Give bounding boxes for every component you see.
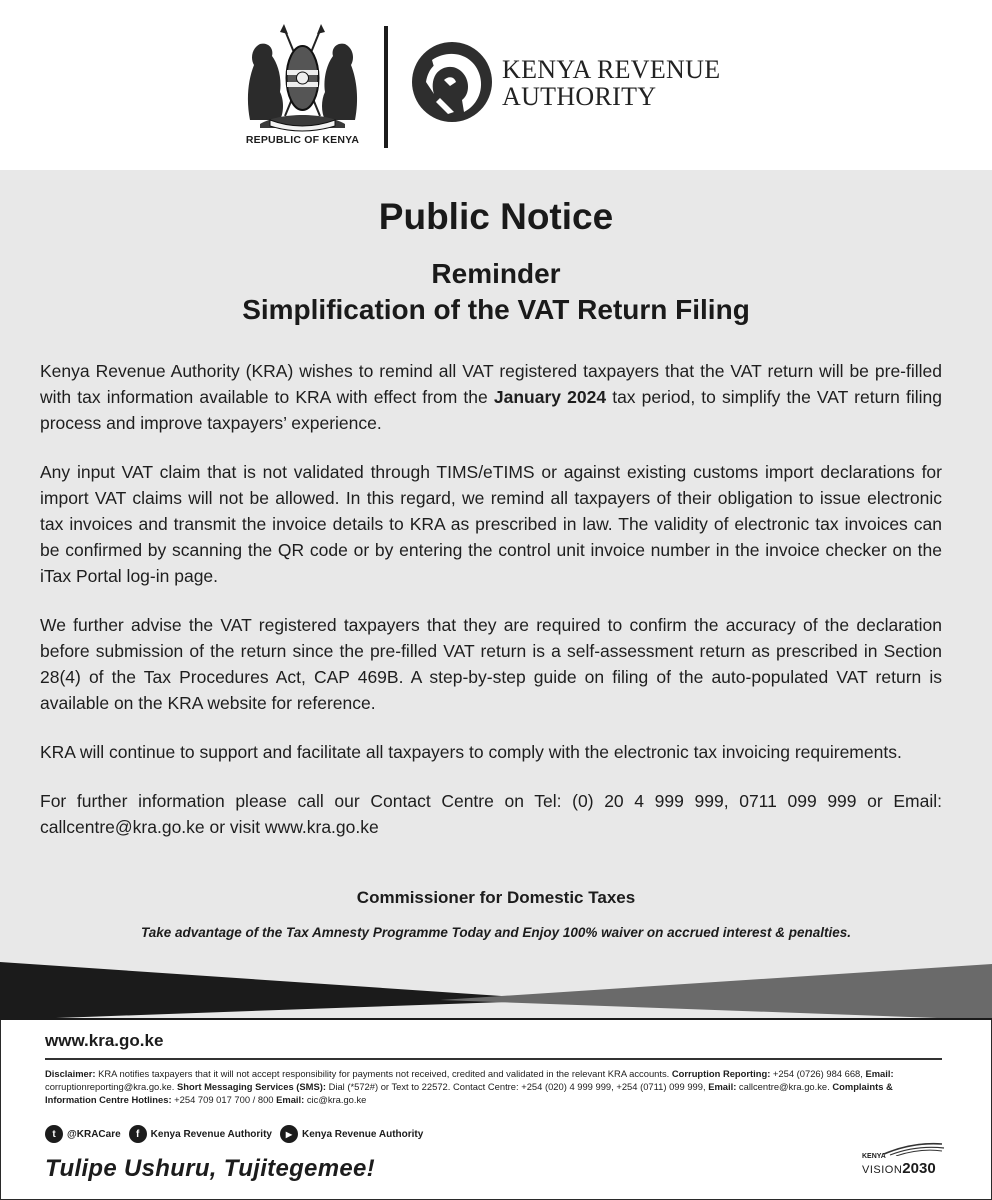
subtitle-line-topic: Simplification of the VAT Return Filing bbox=[242, 294, 750, 325]
slogan: Tulipe Ushuru, Tujitegemee! bbox=[45, 1155, 375, 1182]
complaints-label: Complaints & Information Centre Hotlines: bbox=[45, 1081, 893, 1106]
social-youtube-label: Kenya Revenue Authority bbox=[301, 1128, 424, 1140]
social-twitter[interactable] bbox=[45, 1125, 121, 1143]
coat-of-arms bbox=[240, 20, 365, 148]
coat-of-arms-icon bbox=[240, 20, 365, 132]
social-facebook-label: Kenya Revenue Authority bbox=[150, 1128, 272, 1140]
signoff: Commissioner for Domestic Taxes bbox=[356, 888, 636, 907]
notice-header bbox=[0, 0, 992, 170]
sms-label: Short Messaging Services (SMS): bbox=[176, 1081, 326, 1093]
corruption-phone: +254 (0726) 984 668, bbox=[770, 1068, 866, 1079]
social-youtube[interactable] bbox=[280, 1125, 423, 1143]
email-label: Email: bbox=[865, 1068, 894, 1079]
amnesty-tagline: Take advantage of the Tax Amnesty Programme Today and Enjoy 100% waiver on accrued interest & penalties. bbox=[141, 925, 851, 940]
email-label: Email: bbox=[276, 1094, 305, 1106]
paragraph-prefill-text-end: tax period, to simplify the VAT return filing process and improve taxpayers’ experience. bbox=[40, 387, 942, 433]
disclaimer-label: Disclaimer: bbox=[45, 1068, 96, 1079]
sms-text: Dial (*572#) or Text to 22572. Contact Centre: +254 (020) 4 999 999, +254 (0711) 099 999, bbox=[325, 1081, 709, 1093]
corruption-label: Corruption Reporting: bbox=[671, 1068, 771, 1079]
facebook-icon: f bbox=[129, 1125, 147, 1143]
subtitle-line-reminder: Reminder bbox=[431, 258, 561, 289]
paragraph-support: KRA will continue to support and facilitate all taxpayers to comply with the electronic tax invoicing requirements. bbox=[40, 742, 902, 762]
paragraph-self-assessment: We further advise the VAT registered taxpayers that they are required to confirm the accuracy of the declaration before submission of the return since the pre-filled VAT return is a self-assessment return as prescribed in Section 28(4) of the Tax Procedures Act, CAP 469B. A step-by-step guide on filing of the auto-populated VAT return is available on the KRA website for reference. bbox=[40, 615, 942, 713]
kra-lion-logo-icon bbox=[410, 40, 494, 124]
page-title: Public Notice bbox=[378, 196, 614, 237]
vision-swoosh-icon bbox=[882, 1140, 964, 1156]
notice-subtitle bbox=[0, 256, 992, 328]
callcentre-email: callcentre@kra.go.ke. bbox=[736, 1081, 833, 1093]
twitter-icon: t bbox=[45, 1125, 63, 1143]
youtube-icon: ▶ bbox=[280, 1125, 298, 1143]
disclaimer-text: KRA notifies taxpayers that it will not accept responsibility for payments not received, credited and validated in the relevant KRA accounts. bbox=[95, 1068, 672, 1079]
social-facebook[interactable] bbox=[129, 1125, 272, 1143]
vision-2030-logo bbox=[862, 1140, 944, 1176]
footer-divider bbox=[45, 1058, 942, 1060]
paragraph-contact: For further information please call our Contact Centre on Tel: (0) 20 4 999 999, 0711 099 999 or Email: callcentre@kra.go.ke or visit www.kra.go.ke bbox=[40, 791, 942, 837]
paragraph-prefill-text: Kenya Revenue Authority (KRA) wishes to remind all VAT registered taxpayers that the VAT return will be pre-filled with tax information available to KRA with effect from the bbox=[40, 361, 942, 407]
decorative-wedge bbox=[0, 960, 992, 1020]
vision-year: 2030 bbox=[902, 1160, 936, 1177]
coat-of-arms-label: REPUBLIC OF KENYA bbox=[245, 134, 360, 146]
vision-word: VISION bbox=[862, 1164, 903, 1176]
corruption-email: corruptionreporting@kra.go.ke. bbox=[45, 1081, 177, 1093]
vision-mark bbox=[862, 1160, 936, 1177]
social-links bbox=[45, 1124, 431, 1144]
kra-wordmark-line2: AUTHORITY bbox=[502, 82, 657, 111]
effective-period: January 2024 bbox=[493, 387, 607, 407]
kra-wordmark bbox=[502, 56, 720, 110]
complaints-phone: +254 709 017 700 / 800 bbox=[171, 1094, 277, 1106]
social-twitter-label: @KRACare bbox=[67, 1128, 121, 1140]
email-label: Email: bbox=[708, 1081, 737, 1093]
cic-email: cic@kra.go.ke bbox=[304, 1094, 367, 1106]
vision-country: KENYA bbox=[862, 1153, 886, 1160]
footer-website-link[interactable]: www.kra.go.ke bbox=[45, 1031, 164, 1050]
kra-wordmark-line1: KENYA REVENUE bbox=[502, 55, 721, 84]
footer-disclaimer bbox=[45, 1067, 945, 1107]
header-divider bbox=[384, 26, 388, 148]
paragraph-prefill bbox=[40, 358, 942, 436]
paragraph-input-vat: Any input VAT claim that is not validated through TIMS/eTIMS or against existing customs import declarations for import VAT claims will not be allowed. In this regard, we remind all taxpayers of their obligation to issue electronic tax invoices and transmit the invoice details to KRA as prescribed in law. The validity of electronic tax invoices can be confirmed by scanning the QR code or by entering the control unit invoice number in the invoice checker on the iTax Portal log-in page. bbox=[40, 462, 942, 586]
notice-content bbox=[40, 358, 942, 863]
